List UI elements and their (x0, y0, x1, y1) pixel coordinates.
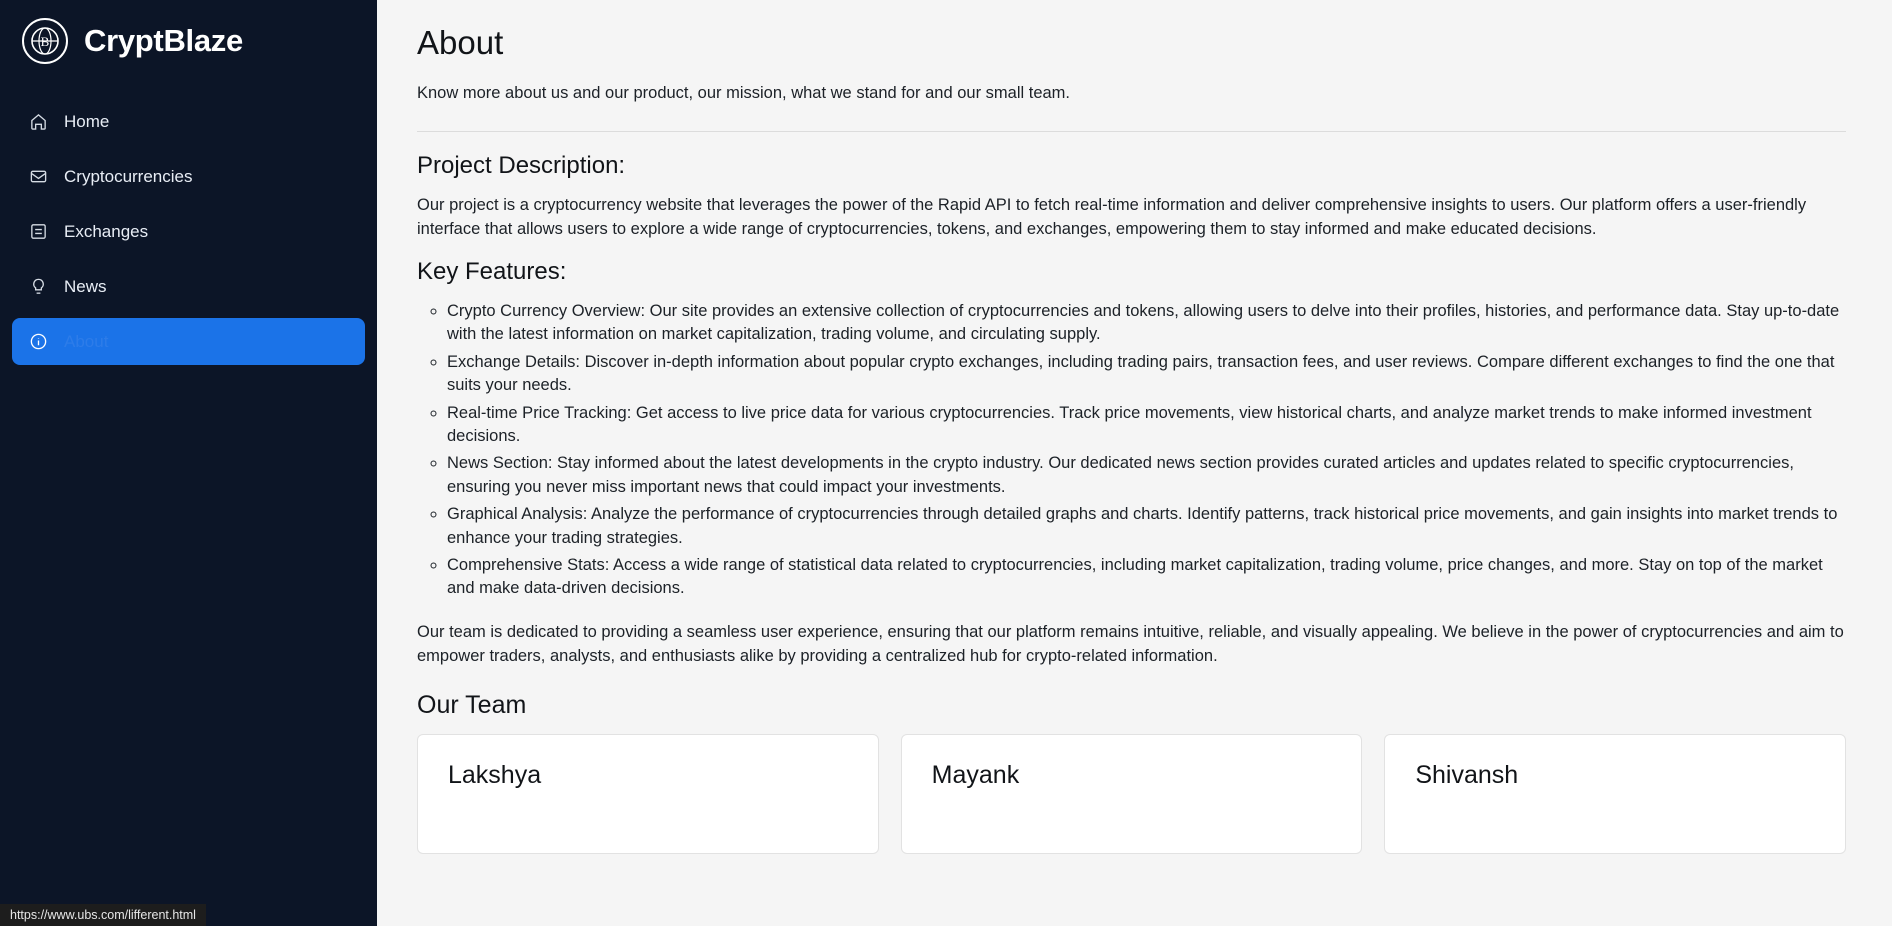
status-bar: https://www.ubs.com/lifferent.html (0, 904, 206, 926)
sidebar (0, 0, 377, 926)
list-item: ◦ Crypto Currency Overview: Our site provides an extensive collection of cryptocurrencies and tokens, allowing users to delve into their profiles, histories, and performance data. Stay up-to-date with the latest information on market capitalization, trading volume, and circulating supply. (447, 300, 1846, 347)
sidebar-item-cryptocurrencies[interactable] (12, 153, 365, 200)
coin-card-icon (28, 167, 48, 187)
key-features-list (417, 300, 1846, 601)
sidebar-item-label: Exchanges (64, 221, 149, 241)
list-item: ◦ Graphical Analysis: Analyze the performance of cryptocurrencies through detailed graphs and charts. Identify patterns, track historical price movements, and gain insights into market trends to enhance your trading strategies. (447, 503, 1846, 550)
sidebar-item-home[interactable] (12, 98, 365, 145)
sidebar-item-label: About (64, 331, 109, 351)
team-card[interactable] (417, 734, 879, 854)
bitcoin-globe-logo-icon (22, 18, 68, 64)
team-heading: Our Team (417, 690, 527, 719)
brand-name: CryptBlaze (84, 23, 243, 58)
project-description-heading: Project Description: (417, 152, 626, 179)
svg-text:B: B (40, 34, 50, 49)
team-card[interactable] (901, 734, 1363, 854)
exchange-icon (28, 222, 48, 242)
list-item: ◦ Comprehensive Stats: Access a wide range of statistical data related to cryptocurrencies, including market capitalization, trading volume, price changes, and more. Stay on top of the market and make data-driven decisions. (447, 554, 1846, 601)
page-subtitle: Know more about us and our product, our mission, what we stand for and our small team. (417, 84, 1070, 102)
key-features-heading: Key Features: (417, 257, 567, 285)
sidebar-item-label: Home (64, 111, 110, 131)
team-card-row (417, 734, 1846, 854)
list-item: ◦ News Section: Stay informed about the latest developments in the crypto industry. Our dedicated news section provides curated articles and updates related to specific cryptocurrencies, ensuring you never miss important news that could impact your investments. (447, 452, 1846, 499)
sidebar-item-exchanges[interactable] (12, 208, 365, 255)
home-icon (28, 112, 48, 132)
main-content (377, 0, 1892, 926)
team-member-name: Mayank (931, 760, 1020, 789)
sidebar-item-about[interactable] (12, 318, 365, 365)
list-item: ◦ Real-time Price Tracking: Get access to live price data for various cryptocurrencies. Track price movements, view historical charts, and analyze market trends to make informed investment decisions. (447, 402, 1846, 449)
sidebar-item-label: News (64, 276, 107, 296)
sidebar-item-news[interactable] (12, 263, 365, 310)
lightbulb-icon (28, 277, 48, 297)
team-member-name: Lakshya (448, 760, 542, 789)
header-divider (417, 131, 1846, 132)
closing-text: Our team is dedicated to providing a seamless user experience, ensuring that our platform remains intuitive, reliable, and visually appealing. We believe in the power of cryptocurrencies and aim to empower traders, analysts, and enthusiasts alike by providing a centralized hub for crypto-related information. (417, 622, 1844, 665)
brand[interactable] (0, 0, 377, 76)
sidebar-nav (0, 98, 377, 365)
info-circle-icon (28, 332, 48, 352)
sidebar-item-label: Cryptocurrencies (64, 166, 193, 186)
team-card[interactable] (1384, 734, 1846, 854)
project-description-text: Our project is a cryptocurrency website that leverages the power of the Rapid API to fetch real-time information and deliver comprehensive insights to users. Our platform offers a user-friendly interface that allows users to explore a wide range of cryptocurrencies, tokens, and exchanges, empowering them to stay informed and make educated decisions. (417, 196, 1807, 238)
team-member-name: Shivansh (1415, 760, 1519, 789)
list-item: ◦ Exchange Details: Discover in-depth information about popular crypto exchanges, including trading pairs, transaction fees, and user reviews. Compare different exchanges to find the one that suits your needs. (447, 351, 1846, 398)
page-title: About (417, 24, 504, 61)
